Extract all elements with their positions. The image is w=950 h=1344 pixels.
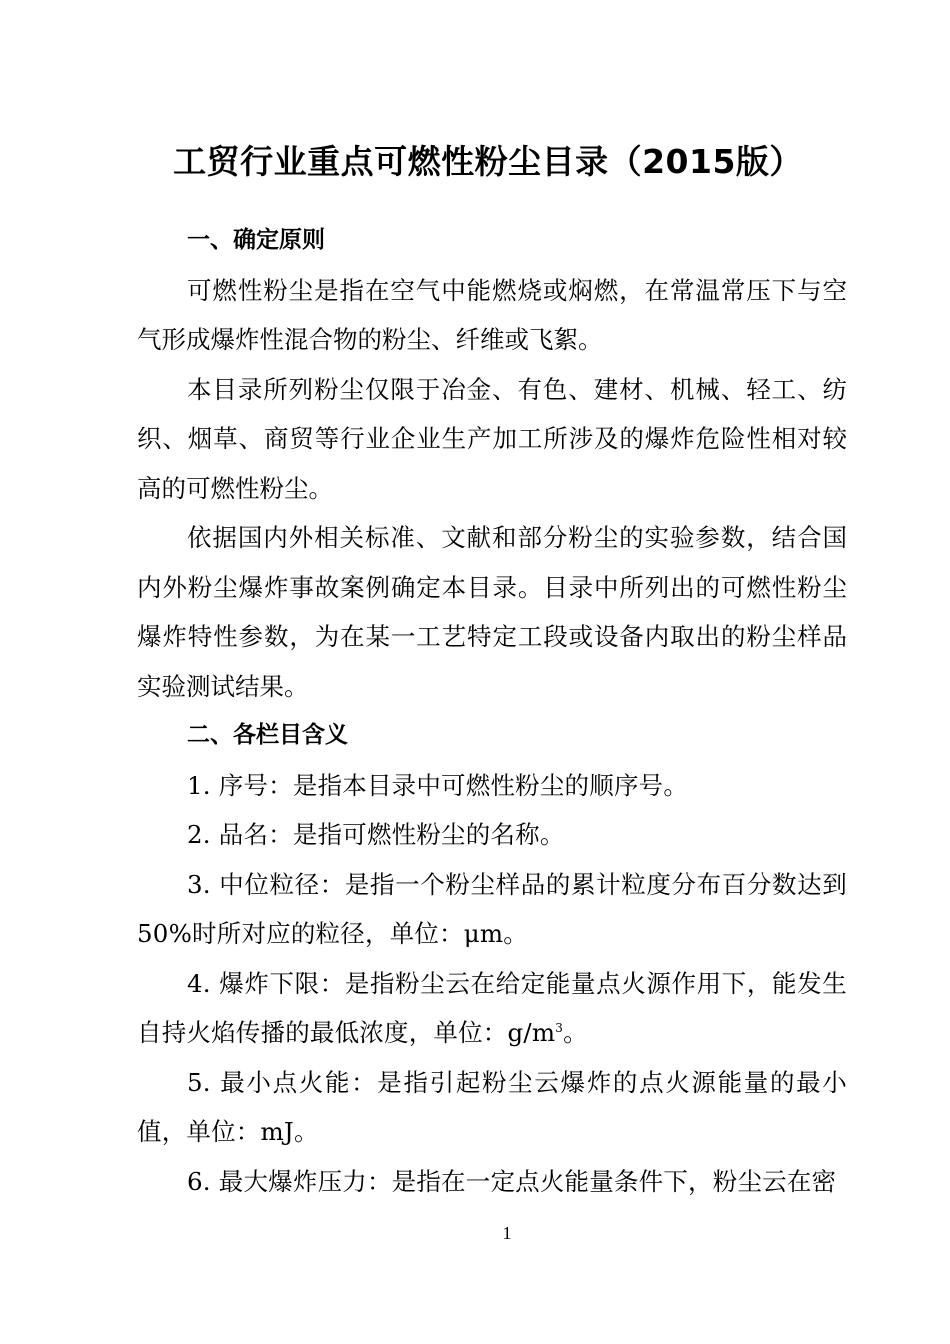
lower-explosion-limit-text: 4. 爆炸下限：是指粉尘云在给定能量点火源作用下，能发生自持火焰传播的最低浓度，单位：g/m (137, 968, 847, 1047)
list-item-maximum-explosion-pressure: 6. 最大爆炸压力：是指在一定点火能量条件下，粉尘云在密 (187, 1166, 837, 1196)
section-heading-column-meanings: 二、各栏目含义 (187, 722, 348, 748)
paragraph-basis: 依据国内外相关标准、文献和部分粉尘的实验参数，结合国内外粉尘爆炸事故案例确定本目录。目录中所列出的可燃性粉尘爆炸特性参数，为在某一工艺特定工段或设备内取出的粉尘样品实验测试结果。 (137, 523, 847, 701)
lower-explosion-limit-suffix: 。 (563, 1018, 588, 1047)
list-item-median-particle-size: 3. 中位粒径：是指一个粉尘样品的累计粒度分布百分数达到 50%时所对应的粒径，单位：μm。 (137, 869, 847, 948)
paragraph-scope: 本目录所列粉尘仅限于冶金、有色、建材、机械、轻工、纺织、烟草、商贸等行业企业生产加工所涉及的爆炸危险性相对较高的可燃性粉尘。 (137, 374, 847, 503)
unit-superscript: 3 (555, 1020, 564, 1035)
document-body (137, 216, 847, 1206)
list-item-product-name: 2. 品名：是指可燃性粉尘的名称。 (187, 820, 565, 849)
list-item-minimum-ignition-energy: 5. 最小点火能：是指引起粉尘云爆炸的点火源能量的最小值，单位：mJ。 (137, 1067, 847, 1146)
section-heading-principles: 一、确定原则 (187, 227, 325, 253)
list-item-lower-explosion-limit (137, 959, 847, 1058)
page-number: 1 (502, 1223, 512, 1243)
list-item-serial-number: 1. 序号：是指本目录中可燃性粉尘的顺序号。 (187, 770, 689, 800)
document-title: 工贸行业重点可燃性粉尘目录（2015版） (173, 142, 803, 181)
paragraph-definition: 可燃性粉尘是指在空气中能燃烧或焖燃，在常温常压下与空气形成爆炸性混合物的粉尘、纤维或飞絮。 (137, 275, 847, 354)
